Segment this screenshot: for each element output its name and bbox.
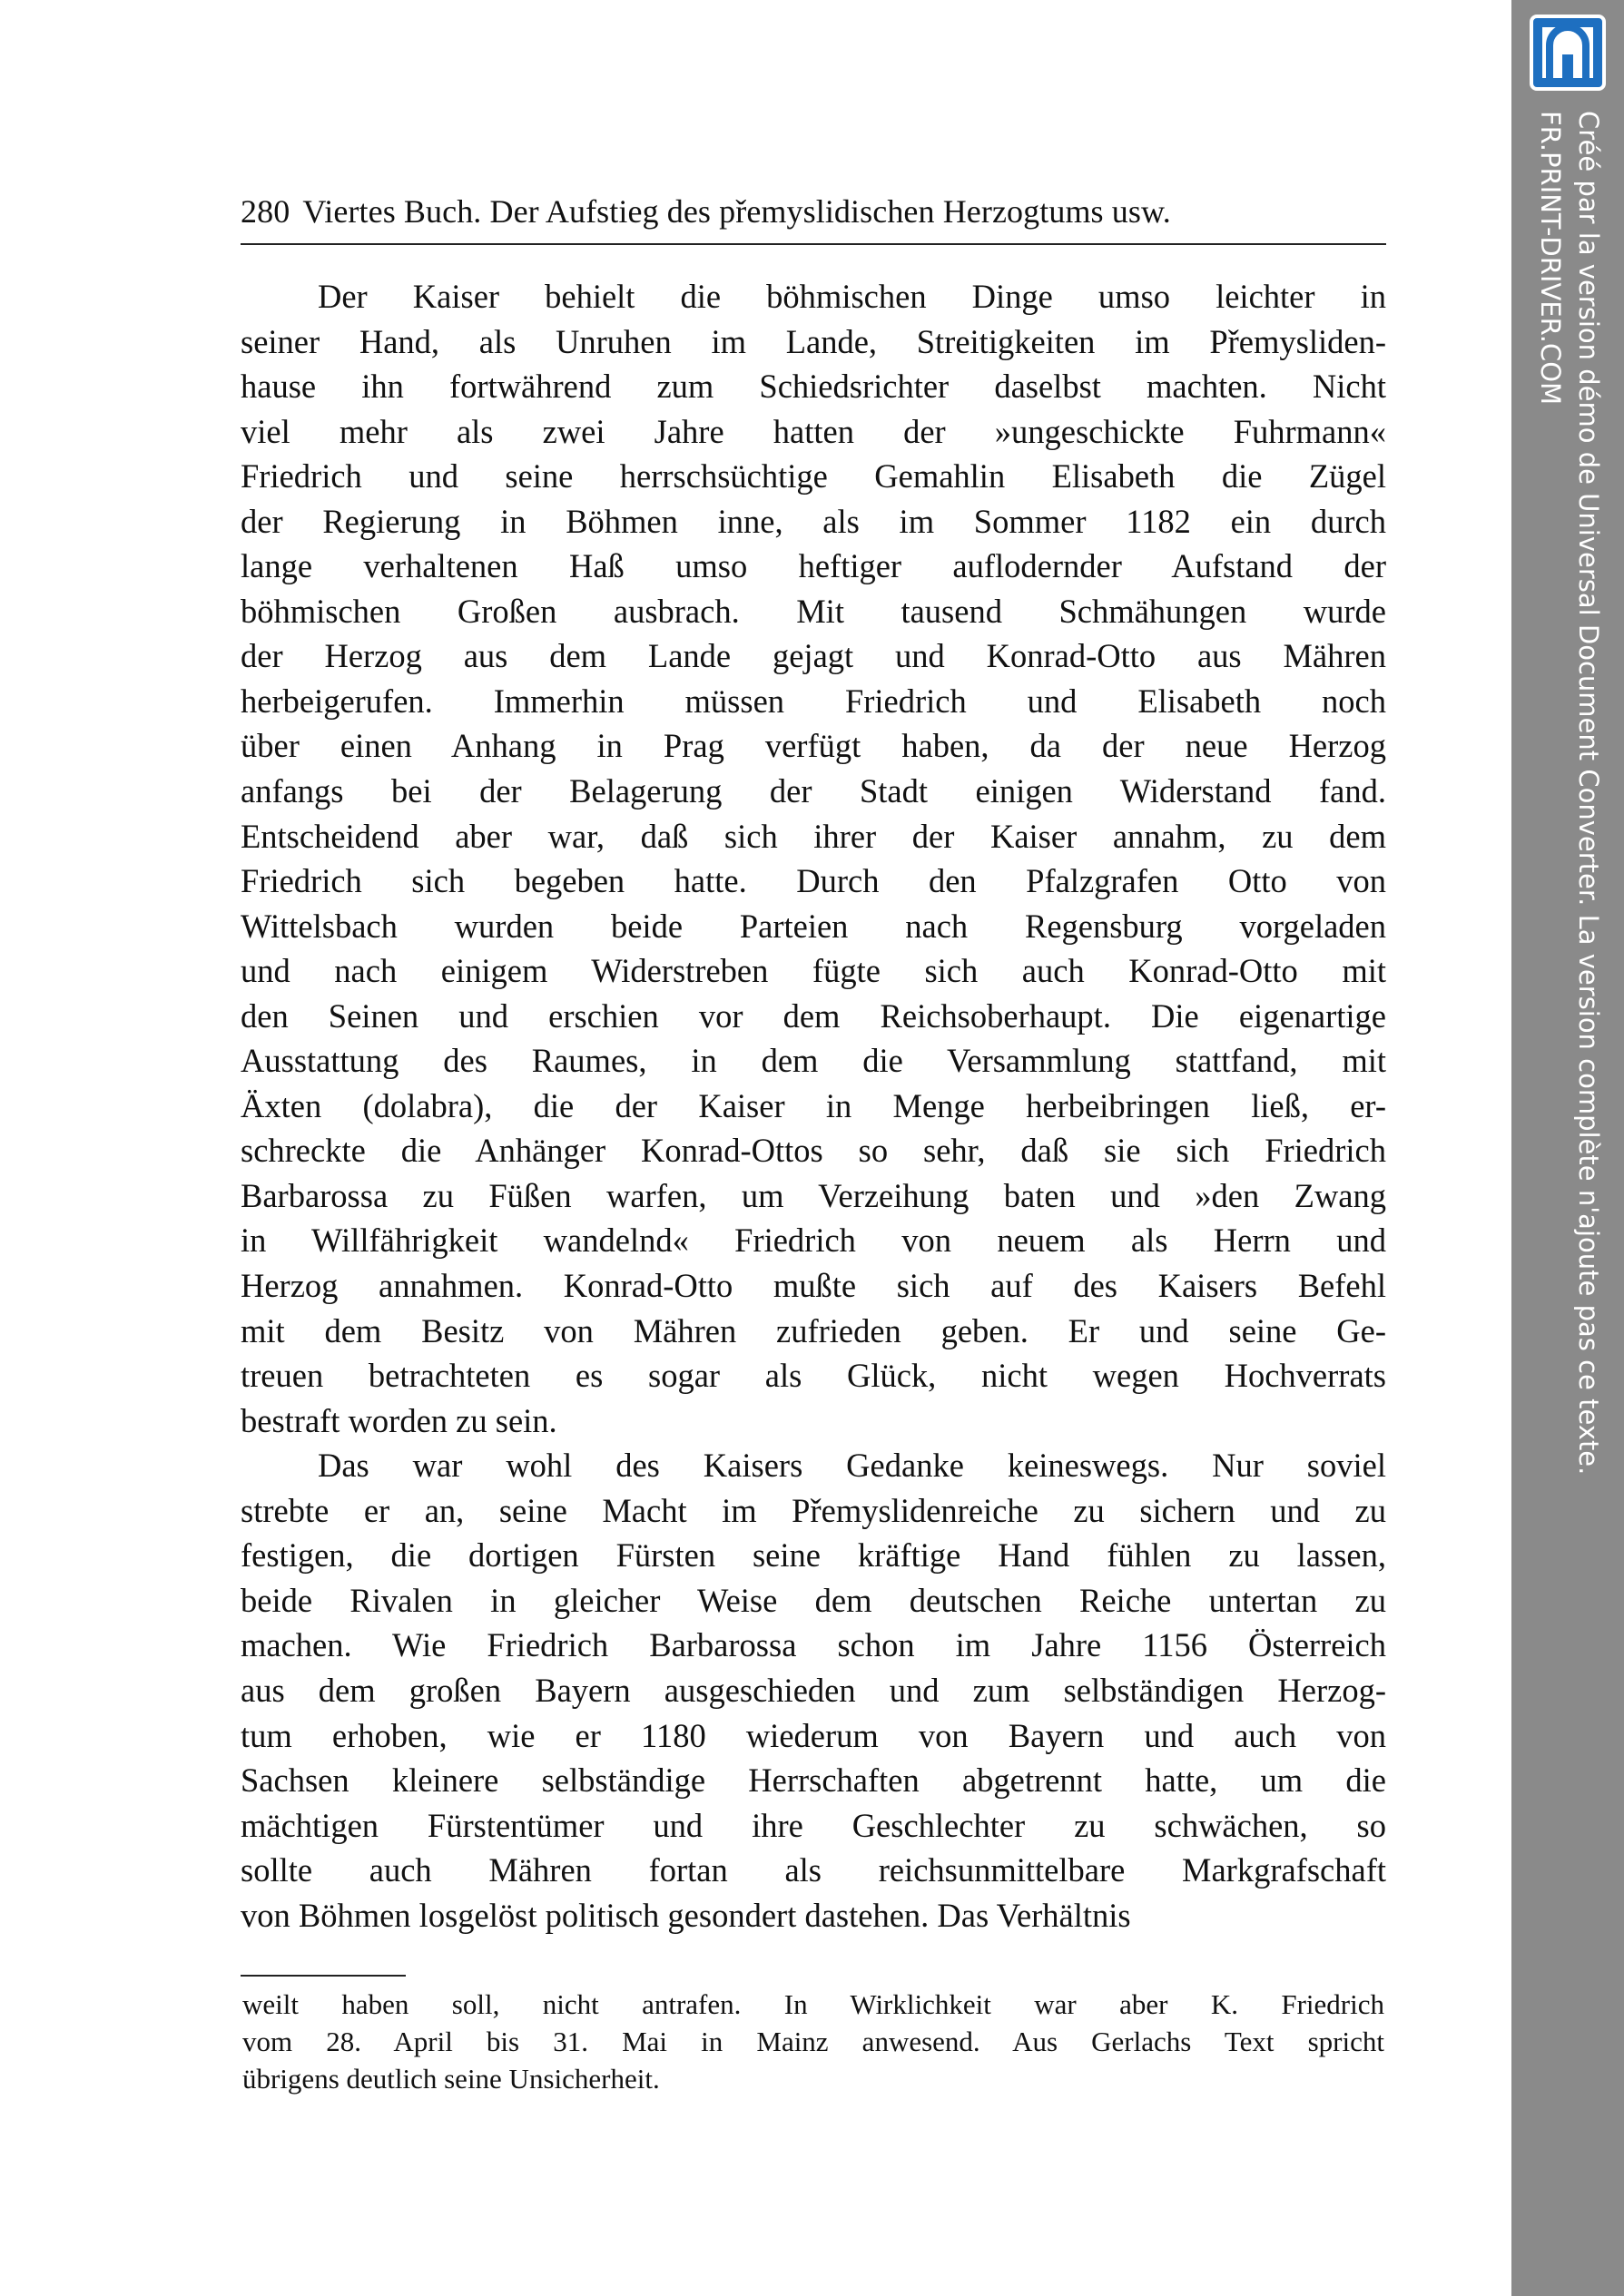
- text-line: und nach einigem Widerstreben fügte sich auch Konrad-Otto mit: [241, 952, 1386, 990]
- text-line: beide Rivalen in gleicher Weise dem deutschen Reiche untertan zu: [241, 1581, 1386, 1619]
- text-line: Entscheidend aber war, daß sich ihrer der Kaiser annahm, zu dem: [241, 817, 1386, 855]
- text-line: Der Kaiser behielt die böhmischen Dinge umso leichter in: [318, 278, 1386, 315]
- footnote: [242, 1986, 1384, 2097]
- text-line: aus dem großen Bayern ausgeschieden und zum selbständigen Herzog-: [241, 1671, 1386, 1709]
- text-line: mit dem Besitz von Mähren zufrieden geben. Er und seine Ge-: [241, 1311, 1386, 1349]
- footnote-line: übrigens deutlich seine Unsicherheit.: [242, 2063, 660, 2095]
- printer-document-logo-icon: [1530, 15, 1606, 91]
- paragraph-1: [241, 274, 1386, 1443]
- text-line: Herzog annahmen. Konrad-Otto mußte sich auf des Kaisers Befehl: [241, 1267, 1386, 1305]
- text-line: anfangs bei der Belagerung der Stadt einigen Widerstand fand.: [241, 772, 1386, 810]
- text-line: der Herzog aus dem Lande gejagt und Konrad-Otto aus Mähren: [241, 637, 1386, 675]
- text-line: treuen betrachteten es sogar als Glück, nicht wegen Hochverrats: [241, 1357, 1386, 1395]
- text-line: über einen Anhang in Prag verfügt haben, da der neue Herzog: [241, 727, 1386, 765]
- header-rule: [241, 243, 1386, 245]
- watermark-line-1: Créé par la version démo de Universal Document Converter. La version complète n'ajoute pas ce texte.: [1573, 111, 1604, 1476]
- text-line: Barbarossa zu Füßen warfen, um Verzeihung baten und »den Zwang: [241, 1176, 1386, 1214]
- text-line: der Regierung in Böhmen inne, als im Sommer 1182 ein durch: [241, 502, 1386, 540]
- text-line: Friedrich sich begeben hatte. Durch den Pfalzgrafen Otto von: [241, 862, 1386, 900]
- text-line: strebte er an, seine Macht im Přemyslidenreiche zu sichern und zu: [241, 1491, 1386, 1529]
- body-text: [241, 274, 1386, 1938]
- text-line: den Seinen und erschien vor dem Reichsoberhaupt. Die eigenartige: [241, 996, 1386, 1035]
- text-line: herbeigerufen. Immerhin müssen Friedrich und Elisabeth noch: [241, 682, 1386, 720]
- footnote-rule: [241, 1975, 406, 1977]
- watermark-band: [1511, 0, 1624, 2296]
- page-number: 280: [241, 193, 290, 230]
- text-line: von Böhmen losgelöst politisch gesondert dastehen. Das Verhältnis: [241, 1896, 1131, 1934]
- text-line: schreckte die Anhänger Konrad-Ottos so sehr, daß sie sich Friedrich: [241, 1132, 1386, 1170]
- text-line: festigen, die dortigen Fürsten seine kräftige Hand fühlen zu lassen,: [241, 1536, 1386, 1575]
- text-line: Äxten (dolabra), die der Kaiser in Menge herbeibringen ließ, er-: [241, 1086, 1386, 1124]
- watermark-line-2: FR.PRINT-DRIVER.COM: [1535, 111, 1566, 406]
- text-line: Sachsen kleinere selbständige Herrschaften abgetrennt hatte, um die: [241, 1761, 1386, 1800]
- watermark-text: [1531, 111, 1608, 1475]
- footnote-line: weilt haben soll, nicht antrafen. In Wirklichkeit war aber K. Friedrich: [242, 1988, 1384, 2020]
- text-line: in Willfährigkeit wandelnd« Friedrich von neuem als Herrn und: [241, 1222, 1386, 1260]
- text-line: bestraft worden zu sein.: [241, 1401, 557, 1439]
- text-line: hause ihn fortwährend zum Schiedsrichter daselbst machten. Nicht: [241, 368, 1386, 406]
- text-line: tum erhoben, wie er 1180 wiederum von Bayern und auch von: [241, 1716, 1386, 1754]
- text-line: Wittelsbach wurden beide Parteien nach Regensburg vorgeladen: [241, 907, 1386, 945]
- text-line: Friedrich und seine herrschsüchtige Gemahlin Elisabeth die Zügel: [241, 457, 1386, 496]
- footnote-line: vom 28. April bis 31. Mai in Mainz anwesend. Aus Gerlachs Text spricht: [242, 2026, 1384, 2057]
- text-line: böhmischen Großen ausbrach. Mit tausend Schmähungen wurde: [241, 592, 1386, 630]
- running-title: Viertes Buch. Der Aufstieg des přemyslidischen Herzogtums usw.: [302, 193, 1171, 230]
- text-line: mächtigen Fürstentümer und ihre Geschlechter zu schwächen, so: [241, 1806, 1386, 1844]
- text-line: Das war wohl des Kaisers Gedanke keineswegs. Nur soviel: [318, 1447, 1386, 1485]
- text-line: machen. Wie Friedrich Barbarossa schon im Jahre 1156 Österreich: [241, 1626, 1386, 1664]
- text-line: seiner Hand, als Unruhen im Lande, Streitigkeiten im Přemysliden-: [241, 322, 1386, 360]
- paragraph-2: [241, 1443, 1386, 1938]
- text-line: sollte auch Mähren fortan als reichsunmittelbare Markgrafschaft: [241, 1851, 1386, 1889]
- text-line: lange verhaltenen Haß umso heftiger auflodernder Aufstand der: [241, 547, 1386, 585]
- text-line: Ausstattung des Raumes, in dem die Versammlung stattfand, mit: [241, 1042, 1386, 1080]
- text-line: viel mehr als zwei Jahre hatten der »ungeschickte Fuhrmann«: [241, 412, 1386, 450]
- running-head: [241, 189, 1348, 234]
